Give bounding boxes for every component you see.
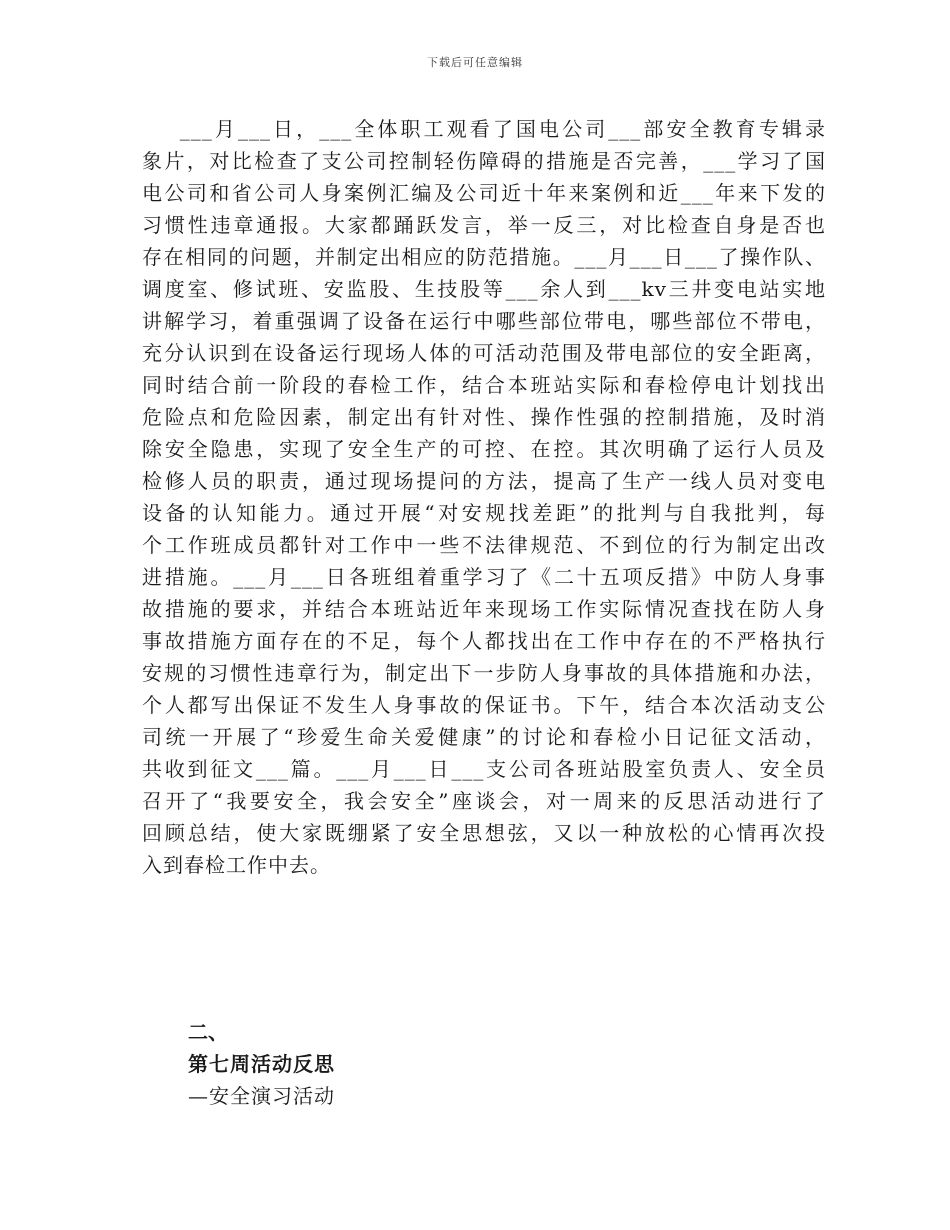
paragraph-line: 个人都写出保证不发生人身事故的保证书。下午，结合本次活动支公 [142, 693, 826, 717]
section-subtitle: —安全演习活动 [188, 1084, 335, 1108]
paragraph-line: 事故措施方面存在的不足，每个人都找出在工作中存在的不严格执行 [142, 629, 826, 653]
paragraph-line: 电公司和省公司人身案例汇编及公司近十年来案例和近___年来下发的 [142, 181, 826, 205]
paragraph-line: 检修人员的职责，通过现场提问的方法，提高了生产一线人员对变电 [142, 469, 826, 493]
paragraph-line: 象片，对比检查了支公司控制轻伤障碍的措施是否完善，___学习了国 [142, 149, 826, 173]
body-paragraph [142, 113, 826, 881]
paragraph-line: 共收到征文___篇。___月___日___支公司各班站股室负责人、安全员 [142, 757, 826, 781]
paragraph-line: 讲解学习，着重强调了设备在运行中哪些部位带电，哪些部位不带电， [142, 309, 826, 333]
paragraph-line: 存在相同的问题，并制定出相应的防范措施。___月___日___了操作队、 [142, 245, 826, 269]
paragraph-line: 司统一开展了“珍爱生命关爱健康”的讨论和春检小日记征文活动， [142, 725, 826, 749]
section-title: 第七周活动反思 [188, 1052, 335, 1076]
page-header: 下载后可任意编辑 [427, 56, 523, 69]
section-number: 二、 [188, 1020, 228, 1044]
paragraph-line: 习惯性违章通报。大家都踊跃发言，举一反三，对比检查自身是否也 [142, 213, 826, 237]
paragraph-line: 安规的习惯性违章行为，制定出下一步防人身事故的具体措施和办法， [142, 661, 826, 685]
paragraph-line: 同时结合前一阶段的春检工作，结合本班站实际和春检停电计划找出 [142, 373, 826, 397]
paragraph-line: 进措施。___月___日各班组着重学习了《二十五项反措》中防人身事 [142, 565, 826, 589]
paragraph-line: 除安全隐患，实现了安全生产的可控、在控。其次明确了运行人员及 [142, 437, 826, 461]
paragraph-line: 调度室、修试班、安监股、生技股等___余人到___kv三井变电站实地 [142, 277, 826, 301]
paragraph-line: 危险点和危险因素，制定出有针对性、操作性强的控制措施，及时消 [142, 405, 826, 429]
paragraph-line: 故措施的要求，并结合本班站近年来现场工作实际情况查找在防人身 [142, 597, 826, 621]
paragraph-line: 设备的认知能力。通过开展“对安规找差距”的批判与自我批判，每 [142, 501, 826, 525]
paragraph-line: 充分认识到在设备运行现场人体的可活动范围及带电部位的安全距离， [142, 341, 826, 365]
paragraph-line: ___月___日，___全体职工观看了国电公司___部安全教育专辑录 [142, 117, 826, 141]
paragraph-line: 回顾总结，使大家既绷紧了安全思想弦，又以一种放松的心情再次投 [142, 821, 826, 845]
paragraph-line: 入到春检工作中去。 [142, 853, 331, 877]
paragraph-line: 个工作班成员都针对工作中一些不法律规范、不到位的行为制定出改 [142, 533, 826, 557]
paragraph-line: 召开了“我要安全，我会安全”座谈会，对一周来的反思活动进行了 [142, 789, 826, 813]
